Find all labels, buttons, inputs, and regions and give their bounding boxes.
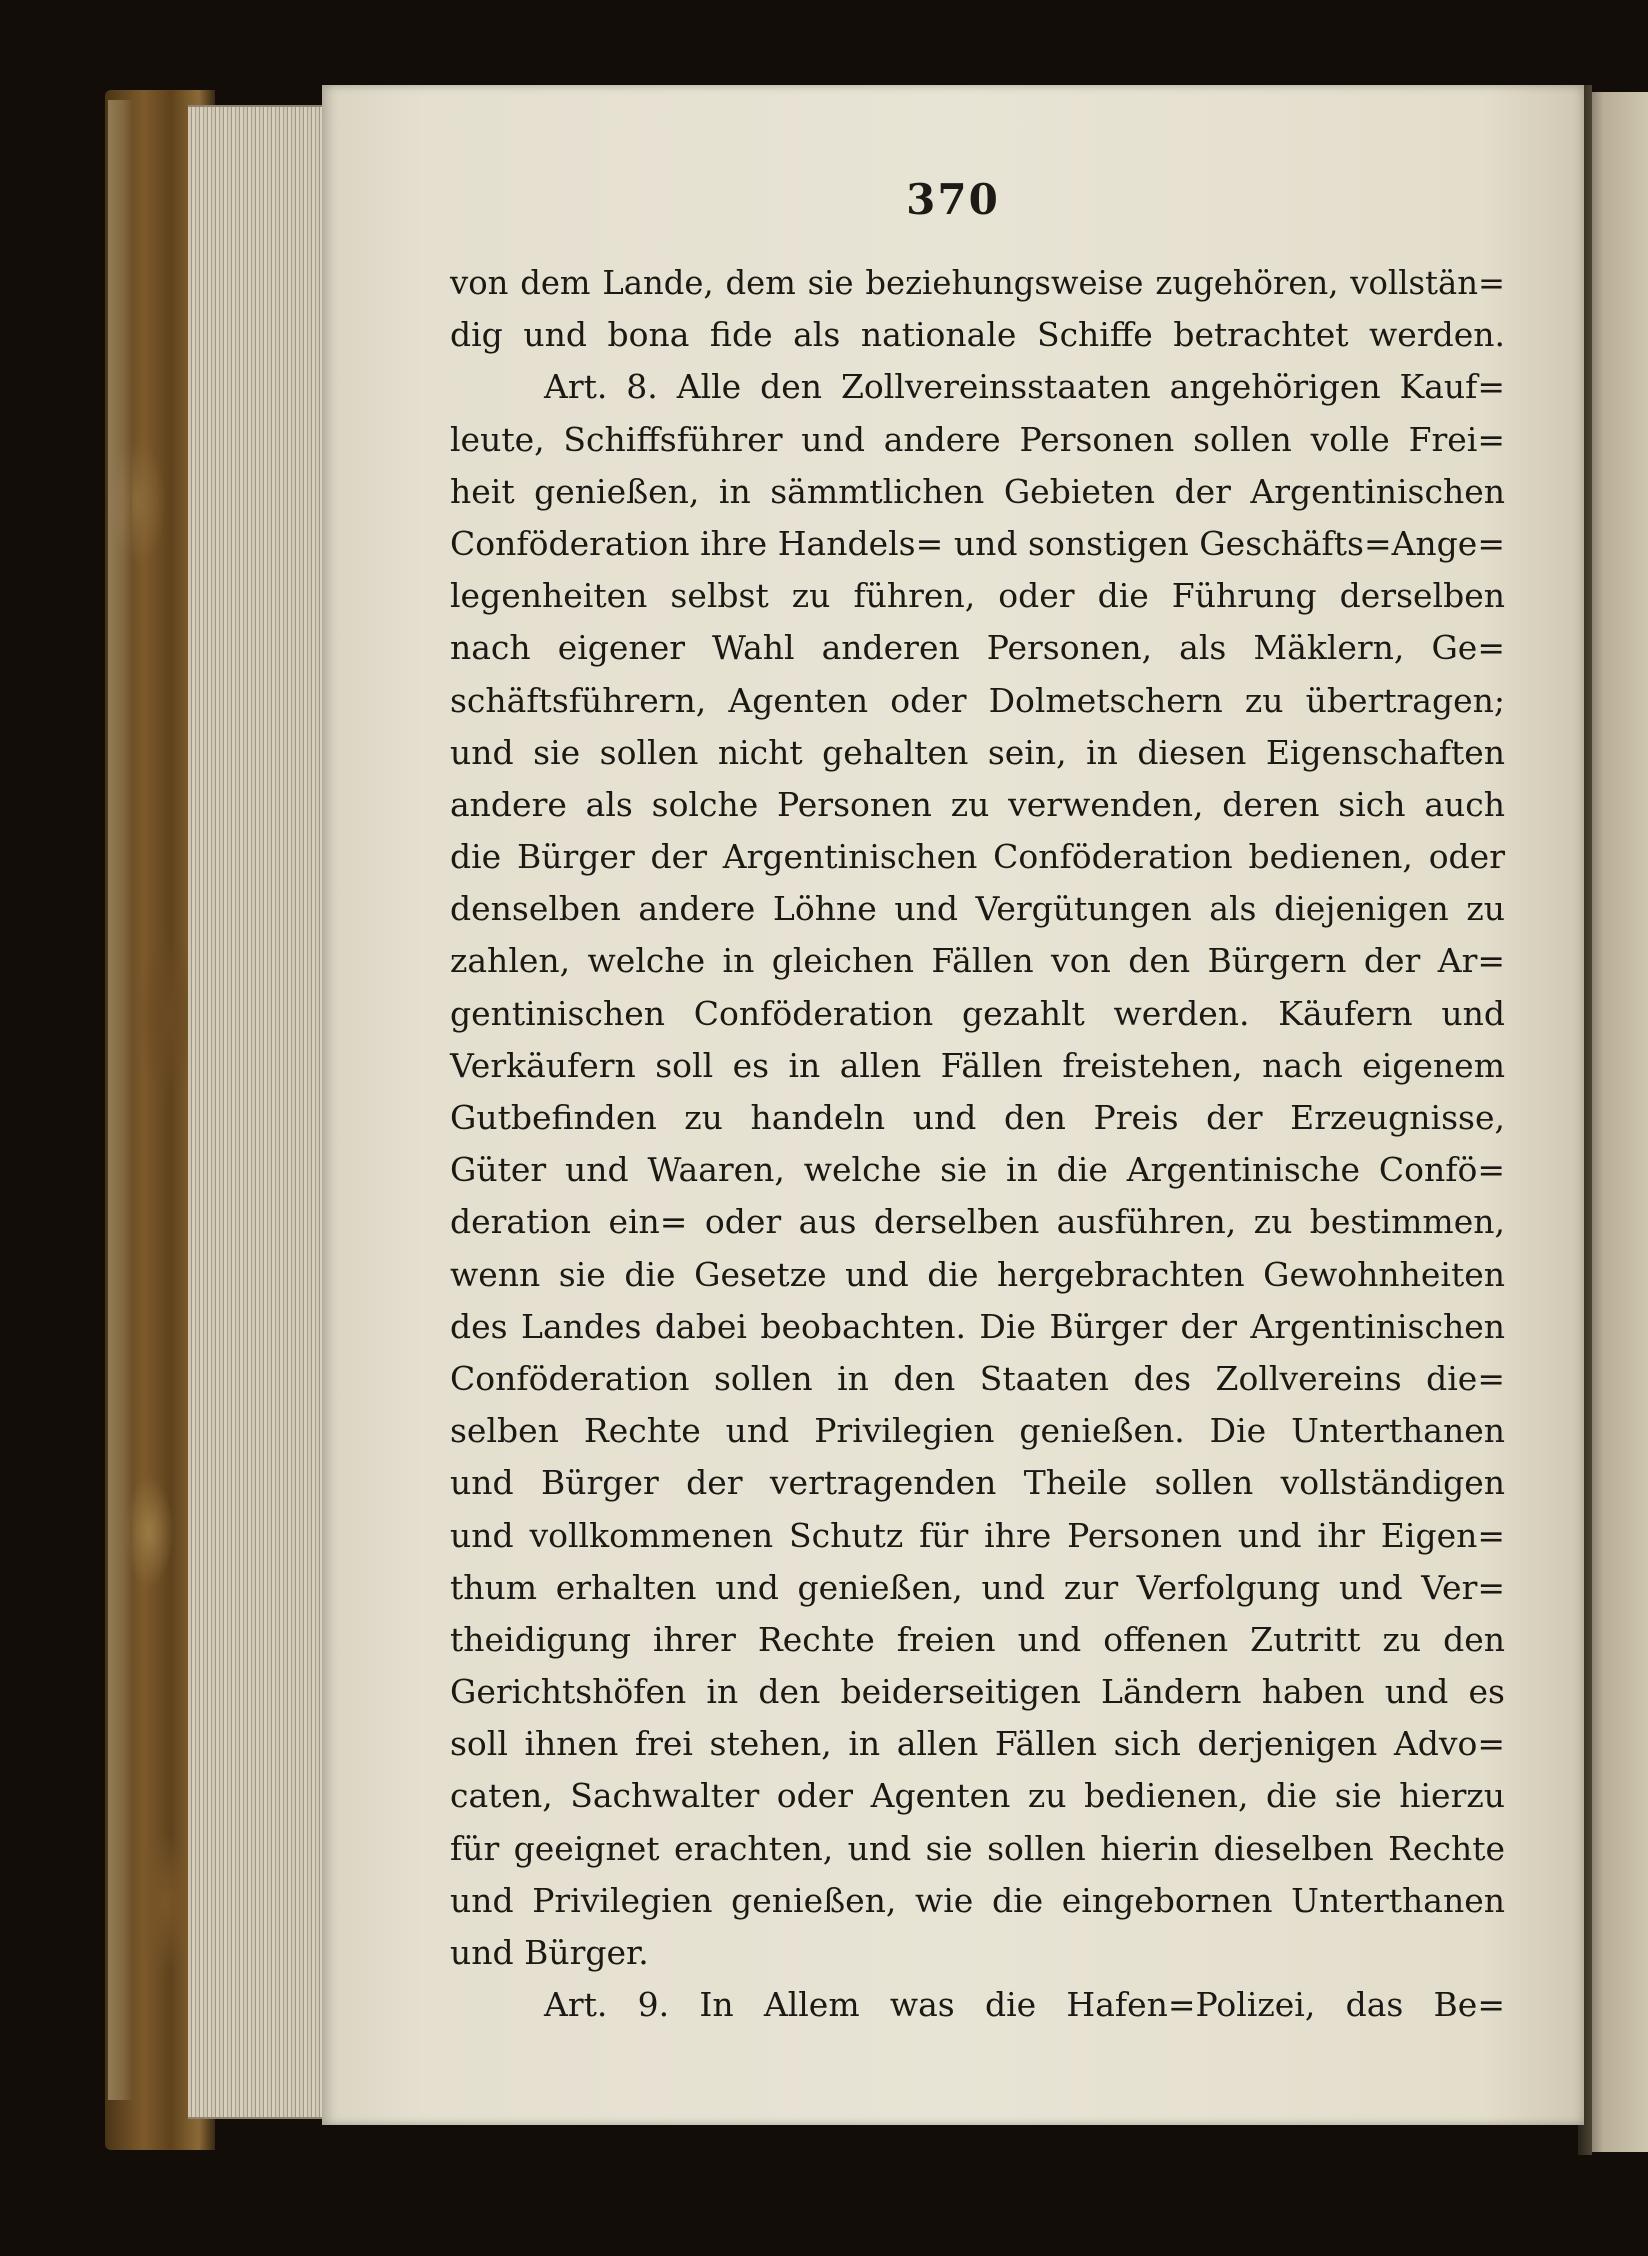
text-line: Gerichtshöfen in den beiderseitigen Ländern haben und es [450, 1672, 1505, 1712]
text-line: Art. 8. Alle den Zollvereinsstaaten angehörigen Kauf= [544, 367, 1505, 407]
text-line: thum erhalten und genießen, und zur Verfolgung und Ver= [450, 1567, 1505, 1607]
body-text [450, 257, 1505, 2031]
text-line: deration ein= oder aus derselben ausführen, zu bestimmen, [450, 1202, 1505, 1242]
page-number: 370 [906, 175, 1000, 224]
text-line: und Bürger. [450, 1933, 649, 1972]
text-line: von dem Lande, dem sie beziehungsweise zugehören, vollstän= [450, 264, 1505, 302]
text-line: denselben andere Löhne und Vergütungen als diejenigen zu [450, 889, 1505, 929]
book-page [322, 85, 1584, 2125]
text-line: und Privilegien genießen, wie die eingebornen Unterthanen [450, 1880, 1505, 1920]
text-line: legenheiten selbst zu führen, oder die Führung derselben [450, 576, 1505, 616]
text-line: nach eigener Wahl anderen Personen, als Mäklern, Ge= [450, 628, 1505, 668]
text-line: und Bürger der vertragenden Theile sollen vollständigen [450, 1463, 1505, 1503]
text-line: wenn sie die Gesetze und die hergebrachten Gewohnheiten [450, 1254, 1505, 1294]
text-line: des Landes dabei beobachten. Die Bürger der Argentinischen [450, 1306, 1505, 1346]
text-line: selben Rechte und Privilegien genießen. Die Unterthanen [450, 1411, 1505, 1451]
text-line: zahlen, welche in gleichen Fällen von den Bürgern der Ar= [450, 941, 1505, 981]
text-line: theidigung ihrer Rechte freien und offenen Zutritt zu den [450, 1619, 1505, 1659]
text-line: caten, Sachwalter oder Agenten zu bedienen, die sie hierzu [450, 1776, 1505, 1816]
text-line: und sie sollen nicht gehalten sein, in diesen Eigenschaften [450, 732, 1505, 772]
facing-page [1584, 92, 1648, 2152]
cover-spine-edge [108, 100, 132, 2100]
text-line: Conföderation ihre Handels= und sonstigen Geschäfts=Ange= [450, 523, 1505, 563]
text-line: gentinischen Conföderation gezahlt werden. Käufern und [450, 993, 1505, 1033]
text-line: schäftsführern, Agenten oder Dolmetschern zu übertragen; [450, 680, 1505, 720]
text-line: heit genießen, in sämmtlichen Gebieten der Argentinischen [450, 471, 1505, 511]
text-line: Verkäufern soll es in allen Fällen freistehen, nach eigenem [450, 1045, 1505, 1085]
page-edges [188, 105, 328, 2119]
text-line: Gutbefinden zu handeln und den Preis der Erzeugnisse, [450, 1098, 1505, 1137]
text-line: die Bürger der Argentinischen Conföderation bedienen, oder [450, 837, 1505, 877]
text-line: Art. 9. In Allem was die Hafen=Polizei, das Be= [544, 1985, 1505, 2025]
text-line: Conföderation sollen in den Staaten des Zollvereins die= [450, 1358, 1505, 1398]
text-line: Güter und Waaren, welche sie in die Argentinische Confö= [450, 1150, 1505, 1190]
text-line: für geeignet erachten, und sie sollen hierin dieselben Rechte [450, 1828, 1505, 1868]
text-line: leute, Schiffsführer und andere Personen sollen volle Frei= [450, 419, 1505, 459]
text-line: soll ihnen frei stehen, in allen Fällen sich derjenigen Advo= [450, 1724, 1505, 1764]
text-line: dig und bona fide als nationale Schiffe betrachtet werden. [450, 315, 1505, 355]
text-line: andere als solche Personen zu verwenden, deren sich auch [450, 784, 1505, 824]
text-line: und vollkommenen Schutz für ihre Personen und ihr Eigen= [450, 1515, 1505, 1555]
